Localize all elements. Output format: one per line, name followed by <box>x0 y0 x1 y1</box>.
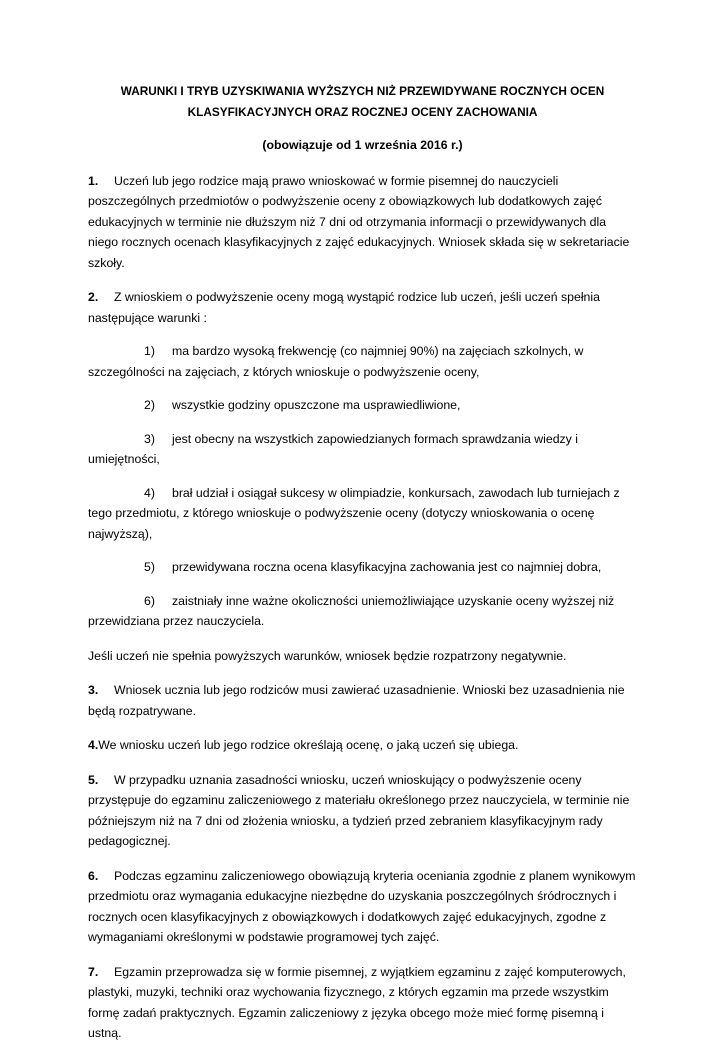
section-5 <box>88 770 637 852</box>
condition-1 <box>88 341 637 382</box>
condition-text: wszystkie godziny opuszczone ma usprawiedliwione, <box>172 398 461 412</box>
condition-number: 3) <box>144 431 155 446</box>
section-text: Podczas egzaminu zaliczeniowego obowiązują kryteria oceniania zgodnie z planem wynikowym przedmiotu oraz wymagania edukacyjne niezbędne do uzyskania poszczególnych śródrocznych i rocznych ocen klasyfikacyjnych z obowiązkowych i dodatkowych zajęć edukacyjnych, zgodne z wymaganiami określonymi w podstawie programowej tych zajęć. <box>88 868 636 944</box>
section-text: We wniosku uczeń lub jego rodzice określają ocenę, o jaką uczeń się ubiega. <box>98 738 519 752</box>
section-1 <box>88 171 637 274</box>
condition-3 <box>88 429 637 470</box>
section-number: 1. <box>88 173 99 188</box>
section-number: 6. <box>88 868 99 883</box>
condition-number: 1) <box>144 344 155 358</box>
section-text: W przypadku uznania zasadności wniosku, uczeń wnioskujący o podwyższenie oceny przystępuje do egzaminu zaliczeniowego z materiału określonego przez nauczyciela, w terminie nie późniejszym niż na 7 dni od złożenia wniosku, a tydzień przed zebraniem klasyfikacyjnym rady pedagogicznej. <box>88 772 630 848</box>
effective-date: (obowiązuje od 1 września 2016 r.) <box>262 138 463 152</box>
condition-5 <box>88 557 637 578</box>
condition-number: 6) <box>144 593 155 608</box>
section-text: Z wnioskiem o podwyższenie oceny mogą wystąpić rodzice lub uczeń, jeśli uczeń spełnia następujące warunki : <box>88 290 600 325</box>
condition-number: 2) <box>144 398 155 412</box>
section-text: Egzamin przeprowadza się w formie pisemnej, z wyjątkiem egzaminu z zajęć komputerowych, plastyki, muzyki, techniki oraz wychowania fizycznego, z których egzamin ma przede wszystkim formę zadań praktycznych. Egzamin zaliczeniowy z języka obcego może mieć formę pisemną i ustną. <box>88 964 626 1040</box>
condition-text: zaistniały inne ważne okoliczności uniemożliwiające uzyskanie oceny wyższej niż przewidziana przez nauczyciela. <box>88 593 615 628</box>
section-3 <box>88 680 637 721</box>
condition-number: 5) <box>144 560 155 574</box>
condition-text: ma bardzo wysoką frekwencję (co najmniej 90%) na zajęciach szkolnych, w szczególności na zajęciach, z których wnioskuje o podwyższenie oceny, <box>88 344 584 379</box>
section-6 <box>88 866 637 948</box>
section-number: 4. <box>88 738 99 752</box>
condition-text: przewidywana roczna ocena klasyfikacyjna zachowania jest co najmniej dobra, <box>172 560 602 574</box>
condition-2 <box>88 395 637 416</box>
condition-text: jest obecny na wszystkich zapowiedzianych formach sprawdzania wiedzy i umiejętności, <box>88 431 578 466</box>
section-text: Wniosek ucznia lub jego rodziców musi zawierać uzasadnienie. Wnioski bez uzasadnienia nie będą rozpatrywane. <box>88 683 625 718</box>
condition-text: brał udział i osiągał sukcesy w olimpiadzie, konkursach, zawodach lub turniejach z tego przedmiotu, z którego wnioskuje o podwyższenie oceny (dotyczy wnioskowania o ocenę najwyższą), <box>88 485 620 541</box>
section-number: 3. <box>88 683 99 697</box>
section-text: Uczeń lub jego rodzice mają prawo wnioskować w formie pisemnej do nauczycieli poszczególnych przedmiotów o podwyższenie oceny z obowiązkowych lub dodatkowych zajęć edukacyjnych w terminie nie dłuższym niż 7 dni od otrzymania informacji o przewidywanych dla niego rocznych ocenach klasyfikacyjnych z zajęć edukacyjnych. Wniosek składa się w sekretariacie szkoły. <box>88 173 630 270</box>
condition-number: 4) <box>144 485 155 500</box>
condition-4 <box>88 483 637 545</box>
title-line-1: WARUNKI I TRYB UZYSKIWANIA WYŻSZYCH NIŻ PRZEWIDYWANE ROCZNYCH OCEN <box>120 84 605 98</box>
section-2 <box>88 287 637 328</box>
section-4 <box>88 735 637 756</box>
condition-6 <box>88 591 637 632</box>
document-title <box>88 81 637 122</box>
title-line-2: KLASYFIKACYJNYCH ORAZ ROCZNEJ OCENY ZACHOWANIA <box>187 104 538 119</box>
section-number: 2. <box>88 290 99 304</box>
section-7 <box>88 962 637 1044</box>
negative-note: Jeśli uczeń nie spełnia powyższych warunków, wniosek będzie rozpatrzony negatywnie. <box>88 648 567 663</box>
section-number: 5. <box>88 772 99 787</box>
section-number: 7. <box>88 964 99 979</box>
